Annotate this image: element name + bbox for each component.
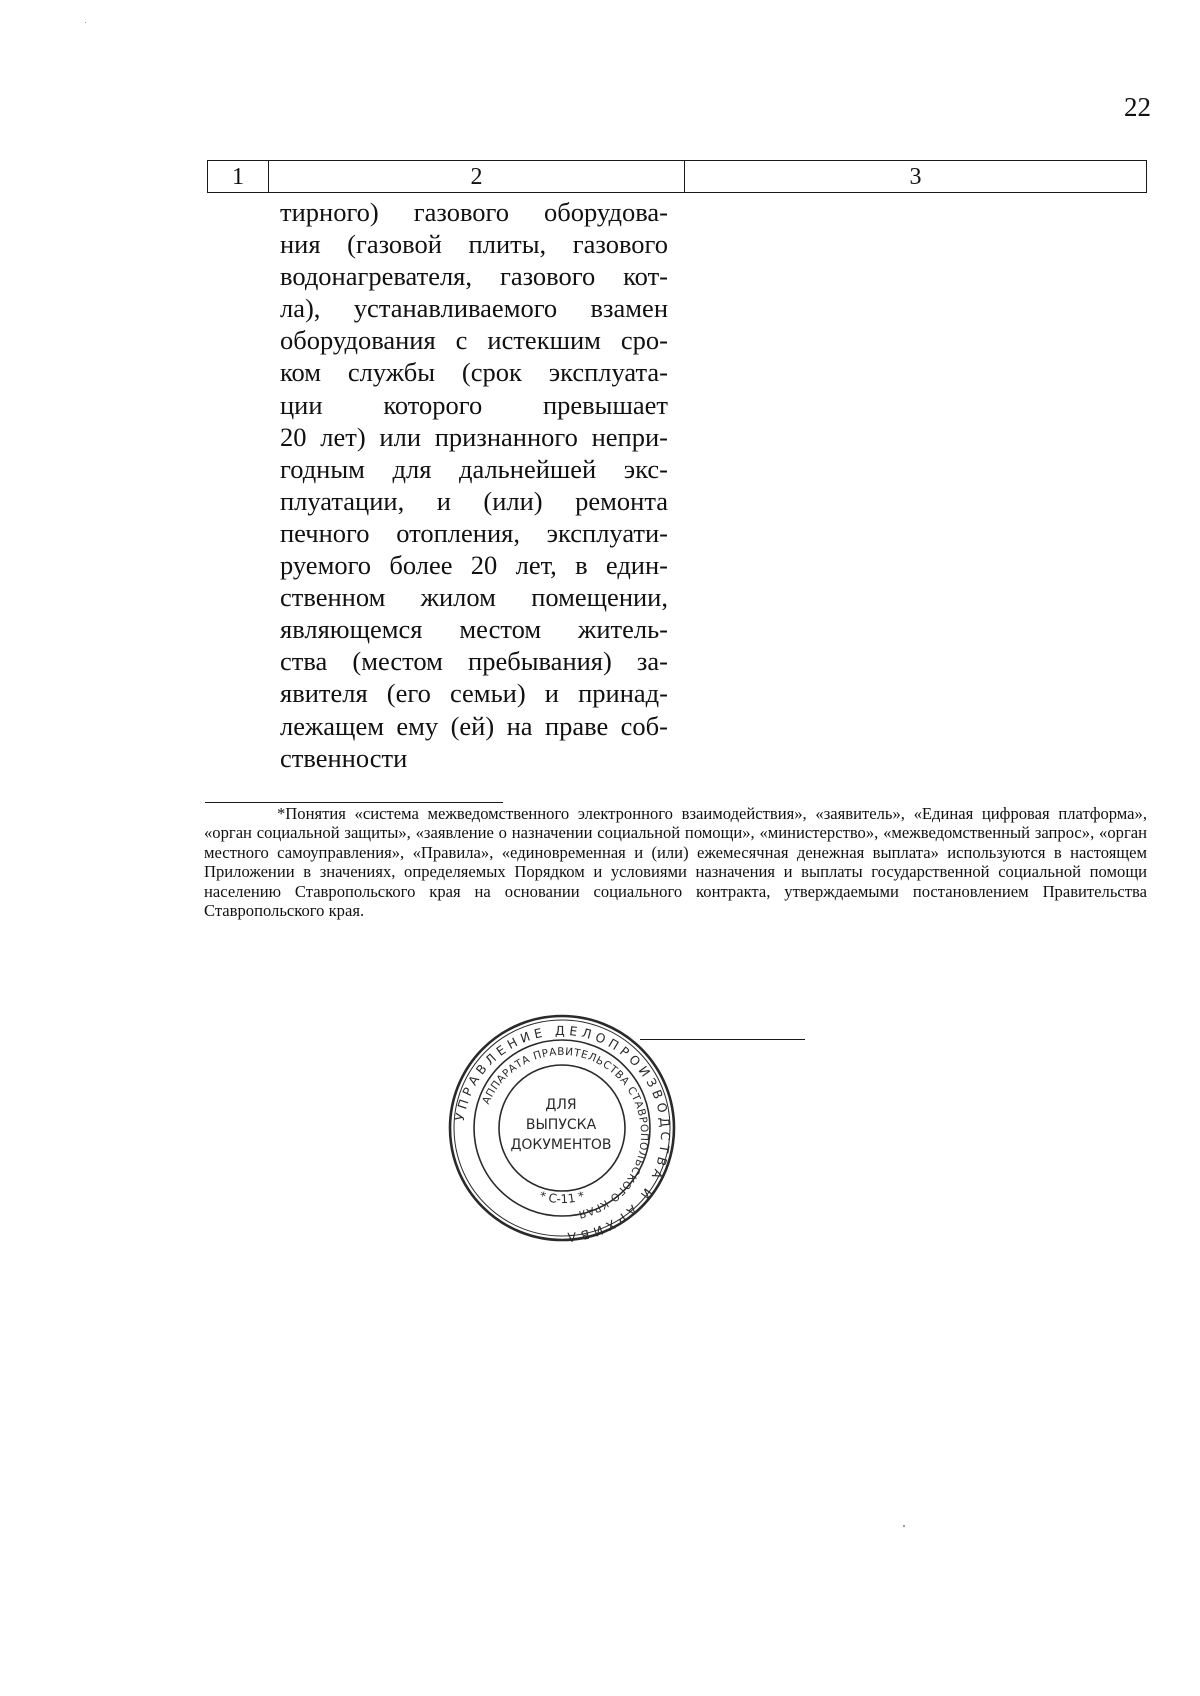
column-number-2: 2 — [269, 161, 685, 193]
scan-speck — [85, 22, 86, 23]
text-line: печного отопления, эксплуати- — [280, 517, 668, 548]
text-line: 20 лет) или признанного непри- — [280, 421, 668, 452]
text-line: ства (местом пребывания) за- — [280, 646, 668, 677]
page-number: 22 — [1124, 92, 1151, 122]
scan-speck — [903, 1525, 905, 1527]
stamp-center-line-3: ДОКУМЕНТОВ — [510, 1137, 612, 1153]
text-line: ния (газовой плиты, газового — [280, 229, 668, 260]
column-number-1: 1 — [208, 161, 269, 193]
text-line: плуатации, и (или) ремонта — [280, 485, 668, 516]
stamp-outer-text: УПРАВЛЕНИЕ ДЕЛОПРОИЗВОДСТВА И АРХИВА — [451, 1022, 674, 1244]
text-line: тирного) газового оборудова- — [280, 197, 668, 227]
text-line: оборудования с истекшим сро- — [280, 325, 668, 356]
text-line: ком службы (срок эксплуата- — [280, 357, 668, 388]
text-line: годным для дальнейшей экс- — [280, 453, 668, 484]
text-line: явителя (его семьи) и принад- — [280, 678, 668, 709]
column-2-text — [280, 196, 668, 774]
stamp-center-line-1: ДЛЯ — [545, 1097, 577, 1113]
text-line: ции которого превышает — [280, 389, 668, 420]
footnote — [204, 804, 1147, 920]
stamp-graphic — [447, 1012, 677, 1244]
text-line: ственном жилом помещении, — [280, 582, 668, 613]
column-number-3: 3 — [685, 161, 1147, 193]
text-line: лежащем ему (ей) на праве соб- — [280, 710, 668, 741]
stamp-bottom-text: * С-11 * — [537, 1188, 587, 1207]
text-line: водонагревателя, газового кот- — [280, 261, 668, 292]
text-line: являющемся местом житель- — [280, 614, 668, 645]
stamp-center-line-2: ВЫПУСКА — [525, 1117, 597, 1133]
column-header-table — [207, 160, 1147, 193]
stamp-inner-text: АППАРАТА ПРАВИТЕЛЬСТВА СТАВРОПОЛЬСКОГО КРАЯ — [480, 1045, 651, 1221]
footnote-text: *Понятия «система межведомственного электронного взаимодействия», «заявитель», «Единая цифровая платформа», «орган социальной защиты», «заявление о назначении социальной помощи», «министерство», «межведомственный запрос», «орган местного самоуправления», «Правила», «единовременная и (или) ежемесячная денежная выплата» используются в настоящем Приложении в значениях, определяемых Порядком и условиями назначения и выплаты государственной социальной помощи населению Ставропольского края на основании социального контракта, утверждаемыми постановлением Правительства Ставропольского края. — [204, 804, 1147, 921]
text-line: руемого более 20 лет, в един- — [280, 550, 668, 581]
text-line: ственности — [280, 742, 408, 773]
footnote-separator — [205, 802, 503, 803]
text-line: ла), устанавливаемого взамен — [280, 293, 668, 324]
official-stamp — [447, 1012, 677, 1244]
